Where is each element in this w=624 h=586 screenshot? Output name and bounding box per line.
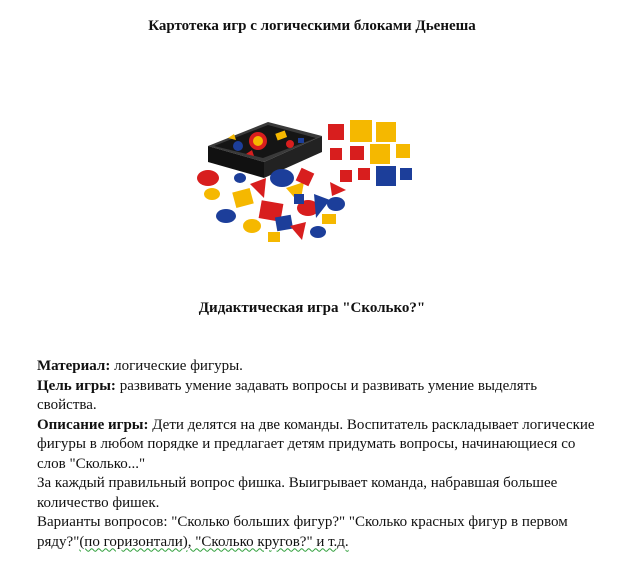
logic-blocks-illustration <box>190 108 420 248</box>
page-title: Картотека игр с логическими блоками Дьенеша <box>148 18 476 34</box>
game-title: Дидактическая игра "Сколько?" <box>198 300 426 316</box>
rule-paragraph: За каждый правильный вопрос фишка. Выигрывает команда, набравшая большее количество фишек. <box>37 475 558 511</box>
goal-paragraph <box>37 377 597 416</box>
material-paragraph <box>37 357 597 377</box>
variants-text-part2: (по горизонтали), "Сколько кругов?" и т.д. <box>79 533 349 550</box>
mixed-blocks-pile-image <box>197 168 346 242</box>
material-label: Материал: <box>37 358 111 374</box>
square-blocks-image <box>328 120 412 186</box>
variants-paragraph <box>37 513 597 552</box>
variants-text-part1: Варианты вопросов: "Сколько больших фигур?" "Сколько красных фигур в первом ряду?" <box>37 514 568 550</box>
description-paragraph <box>37 416 597 475</box>
game-description-text <box>37 357 597 552</box>
goal-text: развивать умение задавать вопросы и развивать умение выделять свойства. <box>37 377 538 413</box>
description-text: Дети делятся на две команды. Воспитатель раскладывает логические фигуры в любом порядке и предлагает детям придумать вопросы, начинающиеся со слов "Сколько..." <box>37 416 595 472</box>
material-text: логические фигуры. <box>110 358 243 374</box>
description-label: Описание игры: <box>37 416 149 433</box>
goal-label: Цель игры: <box>37 377 116 394</box>
